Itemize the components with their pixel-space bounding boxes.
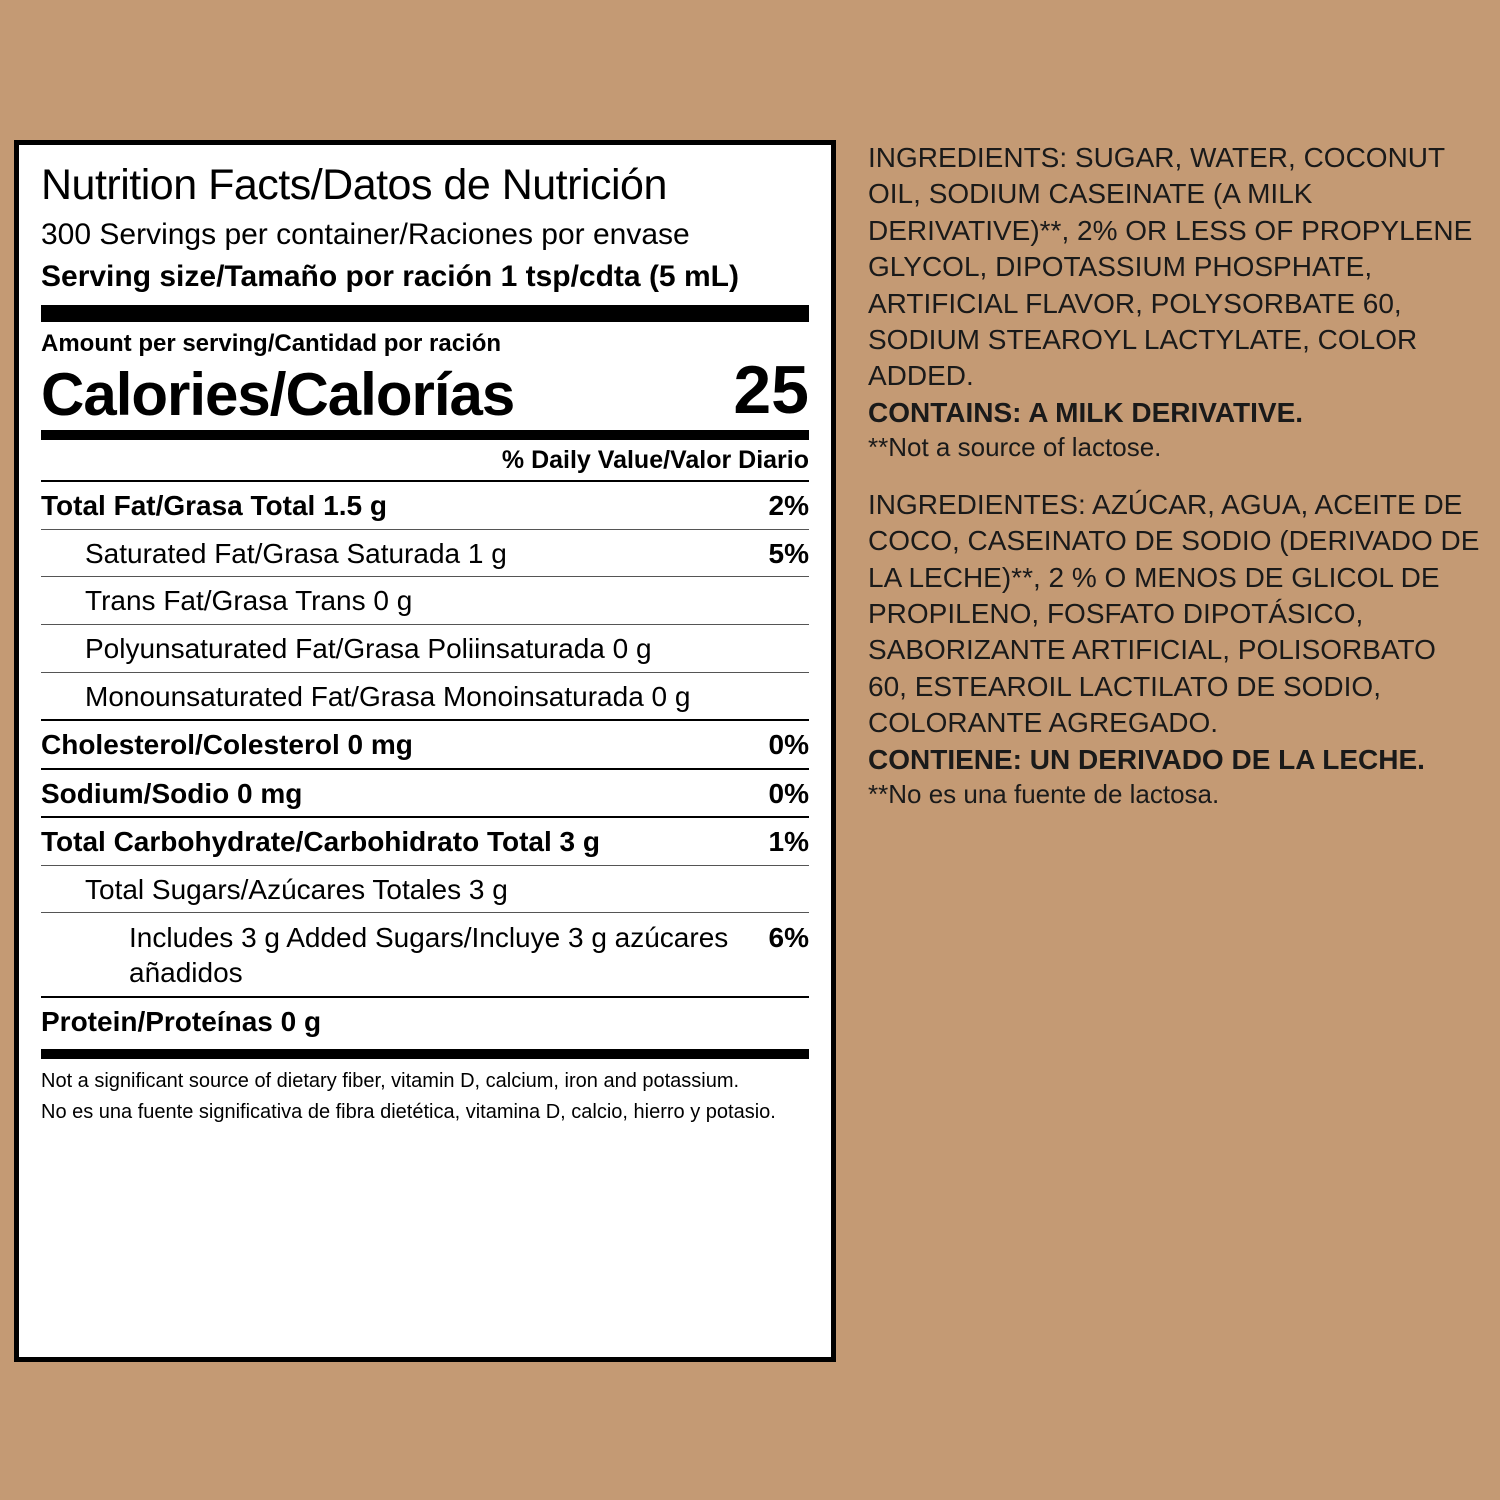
serving-size: Serving size/Tamaño por ración 1 tsp/cdta (5 mL) [41, 259, 739, 293]
nutrient-label: Sodium/Sodio 0 mg [41, 777, 303, 809]
nutrient-label: Cholesterol/Colesterol 0 mg [41, 729, 413, 761]
contains-spanish: CONTIENE: UN DERIVADO DE LA LECHE. [868, 743, 1425, 775]
ingredients-panel [868, 140, 1480, 812]
nutrient-percent: 6% [768, 922, 809, 954]
divider-medium-bottom [41, 1049, 809, 1059]
divider-thick-top [41, 305, 809, 322]
nutrient-percent: 5% [768, 537, 809, 569]
nutrition-facts-panel [14, 140, 836, 1362]
footnote-spanish: No es una fuente significativa de fibra dietética, vitamina D, calcio, hierro y potasio. [41, 1101, 776, 1124]
nutrient-label: Total Sugars/Azúcares Totales 3 g [85, 873, 508, 905]
calories-row [41, 352, 809, 429]
nutrition-facts-title: Nutrition Facts/Datos de Nutrición [41, 161, 667, 209]
spacer [868, 465, 1480, 487]
calories-label: Calories/Calorías [41, 361, 515, 429]
nutrient-percent: 1% [768, 826, 809, 858]
table-row [41, 577, 809, 624]
calories-value: 25 [733, 352, 809, 429]
contains-english: CONTAINS: A MILK DERIVATIVE. [868, 396, 1304, 428]
nutrient-label: Saturated Fat/Grasa Saturada 1 g [85, 537, 507, 569]
table-row [41, 913, 809, 996]
divider-medium [41, 430, 809, 440]
nutrient-percent: 0% [768, 729, 809, 761]
table-row [41, 998, 809, 1045]
ingredients-english: INGREDIENTS: SUGAR, WATER, COCONUT OIL, SODIUM CASEINATE (A MILK DERIVATIVE)**, 2% OR LESS OF PROPYLENE GLYCOL, DIPOTASSIUM PHOSPHATE, ARTIFICIAL FLAVOR, POLYSORBATE 60, SODIUM STEAROYL LACTYLATE, COLOR ADDED. [868, 142, 1473, 392]
footnote-english: Not a significant source of dietary fiber, vitamin D, calcium, iron and potassium. [41, 1070, 740, 1093]
ingredients-spanish: INGREDIENTES: AZÚCAR, AGUA, ACEITE DE COCO, CASEINATO DE SODIO (DERIVADO DE LA LECHE)**, 2 % O MENOS DE GLICOL DE PROPILENO, FOSFATO DIPOTÁSICO, SABORIZANTE ARTIFICIAL, POLISORBATO 60, ESTEAROIL LACTILATO DE SODIO, COLORANTE AGREGADO. [868, 488, 1480, 739]
nutrient-label: Trans Fat/Grasa Trans 0 g [85, 585, 413, 617]
lactose-note-english: **Not a source of lactose. [868, 432, 1162, 463]
nutrient-label: Total Fat/Grasa Total 1.5 g [41, 490, 387, 522]
table-row [41, 721, 809, 768]
table-row [41, 770, 809, 817]
nutrient-label: Includes 3 g Added Sugars/Incluye 3 g azúcares añadidos [129, 922, 729, 989]
nutrient-label: Total Carbohydrate/Carbohidrato Total 3 g [41, 826, 601, 858]
daily-value-header: % Daily Value/Valor Diario [501, 446, 809, 475]
servings-per-container: 300 Servings per container/Raciones por envase [41, 218, 690, 252]
nutrient-label: Monounsaturated Fat/Grasa Monoinsaturada 0 g [85, 680, 691, 712]
table-row [41, 673, 809, 720]
table-row [41, 866, 809, 913]
table-row [41, 482, 809, 529]
nutrient-percent: 0% [768, 777, 809, 809]
nutrient-label: Polyunsaturated Fat/Grasa Poliinsaturada 0 g [85, 632, 652, 664]
table-row [41, 818, 809, 865]
table-row [41, 625, 809, 672]
table-row [41, 530, 809, 577]
lactose-note-spanish: **No es una fuente de lactosa. [868, 779, 1220, 810]
nutrient-label: Protein/Proteínas 0 g [41, 1006, 322, 1038]
nutrient-percent: 2% [768, 490, 809, 522]
amount-per-serving-label: Amount per serving/Cantidad por ración [41, 330, 502, 358]
